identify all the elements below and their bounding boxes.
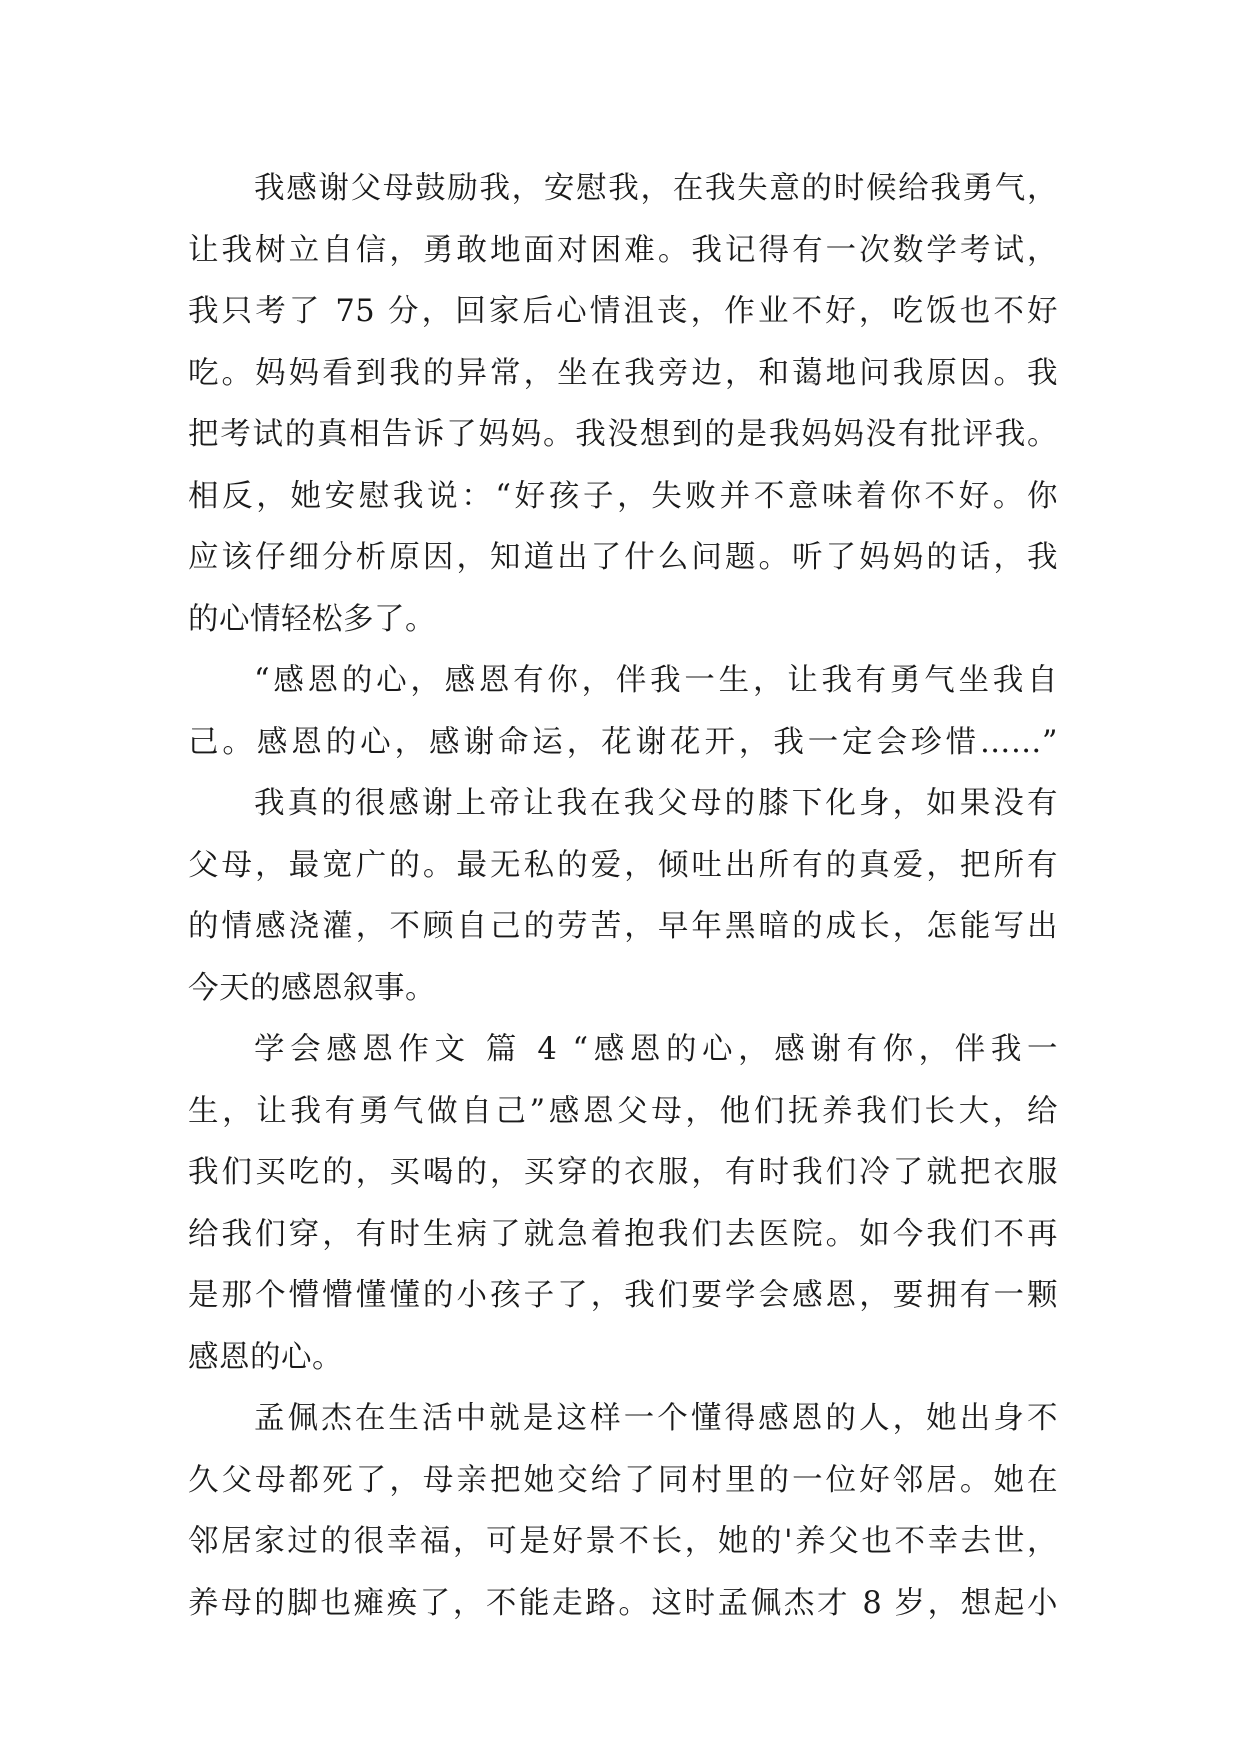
document-body — [188, 158, 1058, 1634]
text-line: 今天的感恩叙事。 — [188, 970, 436, 1006]
text-line: 孟佩杰在生活中就是这样一个懂得感恩的人，她出身不 — [254, 1401, 1058, 1436]
text-line: 是那个懵懵懂懂的小孩子了，我们要学会感恩，要拥有一颗 — [188, 1278, 1058, 1313]
text-line: 吃。妈妈看到我的异常，坐在我旁边，和蔼地问我原因。我 — [188, 355, 1058, 391]
text-line: 己。感恩的心，感谢命运，花谢花开，我一定会珍惜……” — [188, 724, 1058, 760]
text-line: 相反，她安慰我说：“好孩子，失败并不意味着你不好。你 — [188, 478, 1058, 514]
text-line: 我只考了 75 分，回家后心情沮丧，作业不好，吃饭也不好 — [188, 294, 1058, 329]
text-line: 久父母都死了，母亲把她交给了同村里的一位好邻居。她在 — [188, 1462, 1058, 1498]
text-line: 我们买吃的，买喝的，买穿的衣服，有时我们冷了就把衣服 — [188, 1155, 1058, 1190]
text-line: 生，让我有勇气做自己”感恩父母，他们抚养我们长大，给 — [188, 1093, 1058, 1129]
text-line: 父母，最宽广的。最无私的爱，倾吐出所有的真爱，把所有 — [188, 847, 1058, 883]
text-line: 的情感浇灌，不顾自己的劳苦，早年黑暗的成长，怎能写出 — [188, 909, 1058, 944]
text-line: 应该仔细分析原因，知道出了什么问题。听了妈妈的话，我 — [188, 540, 1058, 575]
text-line: “感恩的心，感恩有你，伴我一生，让我有勇气坐我自 — [254, 663, 1058, 698]
text-line: 我感谢父母鼓励我，安慰我，在我失意的时候给我勇气， — [254, 171, 1058, 206]
text-line: 学会感恩作文 篇 4 “感恩的心，感谢有你，伴我一 — [254, 1032, 1058, 1067]
text-line: 让我树立自信，勇敢地面对困难。我记得有一次数学考试， — [188, 232, 1058, 268]
text-line: 的心情轻松多了。 — [188, 601, 436, 637]
text-line: 把考试的真相告诉了妈妈。我没想到的是我妈妈没有批评我。 — [188, 417, 1058, 452]
text-line: 给我们穿，有时生病了就急着抱我们去医院。如今我们不再 — [188, 1216, 1058, 1252]
text-line: 邻居家过的很幸福，可是好景不长，她的'养父也不幸去世， — [188, 1524, 1058, 1559]
text-line: 养母的脚也瘫痪了，不能走路。这时孟佩杰才 8 岁，想起小 — [188, 1585, 1058, 1621]
text-line: 我真的很感谢上帝让我在我父母的膝下化身，如果没有 — [254, 786, 1058, 821]
text-line: 感恩的心。 — [188, 1339, 343, 1375]
